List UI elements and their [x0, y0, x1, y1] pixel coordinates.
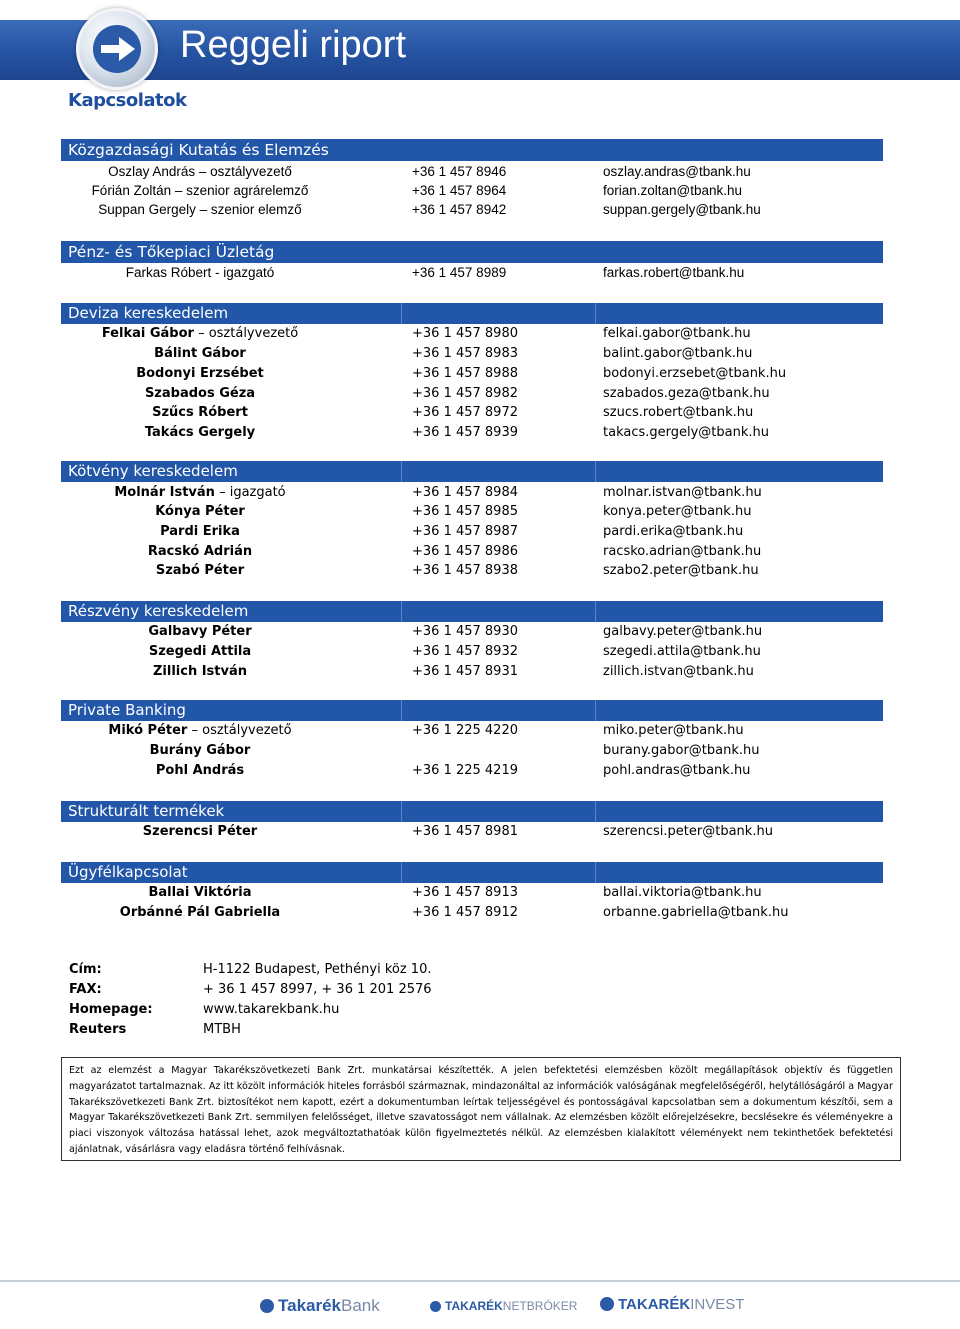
reuters-value: MTBH [203, 1022, 241, 1037]
table-row [0, 502, 960, 522]
reuters-label: Reuters [69, 1022, 127, 1037]
section-header-kotveny [61, 461, 883, 482]
contact-name: Orbánné Pál Gabriella [119, 905, 281, 920]
contact-email[interactable]: szegedi.attila@tbank.hu [603, 644, 761, 659]
contact-phone: +36 1 457 8946 [412, 164, 507, 179]
table-row [0, 721, 960, 741]
section-title: Közgazdasági Kutatás és Elemzés [68, 141, 329, 159]
contact-email[interactable]: forian.zoltan@tbank.hu [603, 183, 743, 198]
contact-name: Kónya Péter [155, 504, 245, 519]
contact-email[interactable]: zillich.istvan@tbank.hu [603, 664, 754, 679]
contact-phone: +36 1 457 8964 [412, 183, 507, 198]
fax-value: + 36 1 457 8997, + 36 1 201 2576 [203, 982, 432, 997]
contact-phone: +36 1 457 8989 [412, 265, 507, 280]
section-header-ugyfel [61, 862, 883, 883]
contact-name: Pohl András [155, 763, 245, 778]
contact-email[interactable]: suppan.gergely@tbank.hu [603, 202, 761, 217]
section-header-strukturalt [61, 801, 883, 822]
table-row [0, 364, 960, 384]
divider [595, 303, 596, 324]
table-row [0, 883, 960, 903]
contact-name: Suppan Gergely – szenior elemző [98, 202, 302, 217]
contact-phone: +36 1 457 8939 [412, 425, 518, 440]
contact-name: Szabados Géza [144, 386, 256, 401]
contact-email[interactable]: racsko.adrian@tbank.hu [603, 544, 762, 559]
contact-email[interactable]: pardi.erika@tbank.hu [603, 524, 744, 539]
contact-phone: +36 1 225 4220 [412, 723, 518, 738]
table-row [0, 423, 960, 443]
divider [401, 461, 402, 482]
contact-name: Burány Gábor [149, 743, 251, 758]
divider [401, 303, 402, 324]
contact-name: Galbavy Péter [148, 624, 252, 639]
table-row [0, 761, 960, 781]
table-row [0, 344, 960, 364]
contact-phone: +36 1 457 8987 [412, 524, 518, 539]
contact-email[interactable]: burany.gabor@tbank.hu [603, 743, 760, 758]
section-title: Pénz- és Tőkepiaci Üzletág [68, 243, 275, 261]
section-title: Részvény kereskedelem [68, 602, 249, 620]
takarekbank-mark-icon [260, 1299, 274, 1313]
table-row [0, 542, 960, 562]
divider [595, 461, 596, 482]
contact-phone: +36 1 457 8932 [412, 644, 518, 659]
contact-phone: +36 1 457 8982 [412, 386, 518, 401]
page-heading: Kapcsolatok [68, 90, 187, 111]
divider [595, 801, 596, 822]
table-row [0, 903, 960, 923]
invest-mark-icon [600, 1297, 614, 1311]
report-title: Reggeli riport [180, 24, 406, 66]
table-row [0, 162, 960, 182]
contact-phone: +36 1 457 8981 [412, 824, 518, 839]
contact-email[interactable]: balint.gabor@tbank.hu [603, 346, 753, 361]
contact-name: Fórián Zoltán – szenior agrárelemző [91, 183, 309, 198]
contact-email[interactable]: pohl.andras@tbank.hu [603, 763, 751, 778]
section-header-kutatas [61, 139, 883, 161]
contact-name: Szerencsi Péter [142, 824, 258, 839]
contact-phone: +36 1 457 8972 [412, 405, 518, 420]
contact-email[interactable]: bodonyi.erzsebet@tbank.hu [603, 366, 787, 381]
table-row [0, 200, 960, 220]
contact-name: Pardi Erika [160, 524, 240, 539]
report-header [0, 0, 960, 120]
contact-name: Mikó Péter – osztályvezető [108, 723, 292, 738]
table-row [0, 642, 960, 662]
contact-email[interactable]: szerencsi.peter@tbank.hu [603, 824, 773, 839]
divider [595, 601, 596, 622]
table-row [0, 384, 960, 404]
divider [595, 862, 596, 883]
logo [76, 8, 158, 90]
divider [401, 862, 402, 883]
contact-name: Szegedi Attila [148, 644, 252, 659]
section-title: Ügyfélkapcsolat [68, 863, 188, 881]
arrow-logo-icon [91, 23, 143, 75]
fax-label: FAX: [69, 982, 102, 997]
contact-email[interactable]: takacs.gergely@tbank.hu [603, 425, 769, 440]
netbroker-mark-icon [430, 1301, 441, 1312]
contact-phone: +36 1 457 8938 [412, 563, 518, 578]
contact-phone: +36 1 457 8913 [412, 885, 518, 900]
table-row [0, 662, 960, 682]
takareknetbroker-logo: TAKARÉKNETBRÓKER [430, 1299, 577, 1313]
footer-brands [0, 1280, 960, 1329]
contact-email[interactable]: molnar.istvan@tbank.hu [603, 485, 762, 500]
contact-name: Farkas Róbert - igazgató [125, 265, 275, 280]
contact-name: Bálint Gábor [154, 346, 246, 361]
contact-email[interactable]: galbavy.peter@tbank.hu [603, 624, 763, 639]
contact-email[interactable]: szucs.robert@tbank.hu [603, 405, 754, 420]
contact-email[interactable]: oszlay.andras@tbank.hu [603, 164, 751, 179]
table-row [0, 561, 960, 581]
divider [401, 700, 402, 721]
contact-email[interactable]: szabados.geza@tbank.hu [603, 386, 770, 401]
contact-name: Bodonyi Erzsébet [136, 366, 264, 381]
divider [595, 700, 596, 721]
section-title: Kötvény kereskedelem [68, 462, 238, 480]
contact-email[interactable]: orbanne.gabriella@tbank.hu [603, 905, 789, 920]
table-row [0, 522, 960, 542]
section-title: Private Banking [68, 701, 186, 719]
divider [401, 601, 402, 622]
contact-phone: +36 1 457 8942 [412, 202, 507, 217]
contact-phone: +36 1 225 4219 [412, 763, 518, 778]
contact-email[interactable]: szabo2.peter@tbank.hu [603, 563, 759, 578]
contact-phone: +36 1 457 8931 [412, 664, 518, 679]
address-value: H-1122 Budapest, Pethényi köz 10. [203, 962, 432, 977]
table-row [0, 741, 960, 761]
contact-name: Szabó Péter [155, 563, 245, 578]
homepage-link[interactable]: www.takarekbank.hu [203, 1002, 340, 1017]
contact-name: Takács Gergely [144, 425, 256, 440]
contact-name: Ballai Viktória [148, 885, 252, 900]
table-row [0, 263, 960, 283]
section-title: Deviza kereskedelem [68, 304, 229, 322]
table-row [0, 822, 960, 842]
homepage-label: Homepage: [69, 1002, 153, 1017]
contact-email[interactable]: ballai.viktoria@tbank.hu [603, 885, 762, 900]
contact-phone: +36 1 457 8983 [412, 346, 518, 361]
contact-phone: +36 1 457 8984 [412, 485, 518, 500]
table-row [0, 483, 960, 503]
section-header-penz [61, 241, 883, 263]
contact-name: Felkai Gábor – osztályvezető [101, 326, 299, 341]
contact-phone: +36 1 457 8930 [412, 624, 518, 639]
contact-email[interactable]: miko.peter@tbank.hu [603, 723, 744, 738]
disclaimer-box: Ezt az elemzést a Magyar Takarékszövetkezeti Bank Zrt. munkatársai készítették. A jelen befektetési elemzésben közölt megállapítások objektív és független magyarázatot tartalmaznak. Az itt közölt információk hiteles forrásból származnak, mindazonáltal az információk valóságának megfelelőségéről, helytállóságáról a Magyar Takarékszövetkezeti Bank Zrt. biztosítékot nem kapott, ezért a dokumentumban leírtak teljességével és pontosságával kapcsolatban sem a dokumentum készítői, sem a Magyar Takarékszövetkezeti Bank Zrt. semmilyen felelősséget, illetve szavatosságot nem vállalnak. Az elemzésben közölt előrejelzésekre, becslésekre és véleményekre a piaci viszonyok változása hatással lehet, azok megváltoztathatóak külön figyelmeztetés nélkül. Az elemzésben kialakított véleményekt nem tekinthetőek befektetési ajánlatnak, vásárlásra vagy eladásra történő felhívásnak. [61, 1057, 901, 1161]
contact-name: Molnár István – igazgató [114, 485, 286, 500]
section-header-private [61, 700, 883, 721]
contact-phone: +36 1 457 8988 [412, 366, 518, 381]
divider [401, 801, 402, 822]
takarekinvest-logo: TAKARÉKINVEST [600, 1296, 744, 1313]
contact-name: Zillich István [152, 664, 248, 679]
contact-name: Racskó Adrián [147, 544, 253, 559]
contact-email[interactable]: felkai.gabor@tbank.hu [603, 326, 751, 341]
divider [0, 1280, 960, 1282]
contact-email[interactable]: konya.peter@tbank.hu [603, 504, 752, 519]
section-header-reszveny [61, 601, 883, 622]
contact-phone: +36 1 457 8980 [412, 326, 518, 341]
contact-phone: +36 1 457 8986 [412, 544, 518, 559]
contact-email[interactable]: farkas.robert@tbank.hu [603, 265, 745, 280]
contact-phone: +36 1 457 8985 [412, 504, 518, 519]
contact-phone: +36 1 457 8912 [412, 905, 518, 920]
takarekbank-logo: TakarékBank [260, 1296, 380, 1316]
section-header-deviza [61, 303, 883, 324]
contact-name: Oszlay András – osztályvezető [108, 164, 292, 179]
table-row [0, 403, 960, 423]
table-row [0, 622, 960, 642]
table-row [0, 324, 960, 344]
address-label: Cím: [69, 962, 102, 977]
table-row [0, 181, 960, 201]
contact-name: Szűcs Róbert [152, 405, 248, 420]
section-title: Strukturált termékek [68, 802, 225, 820]
